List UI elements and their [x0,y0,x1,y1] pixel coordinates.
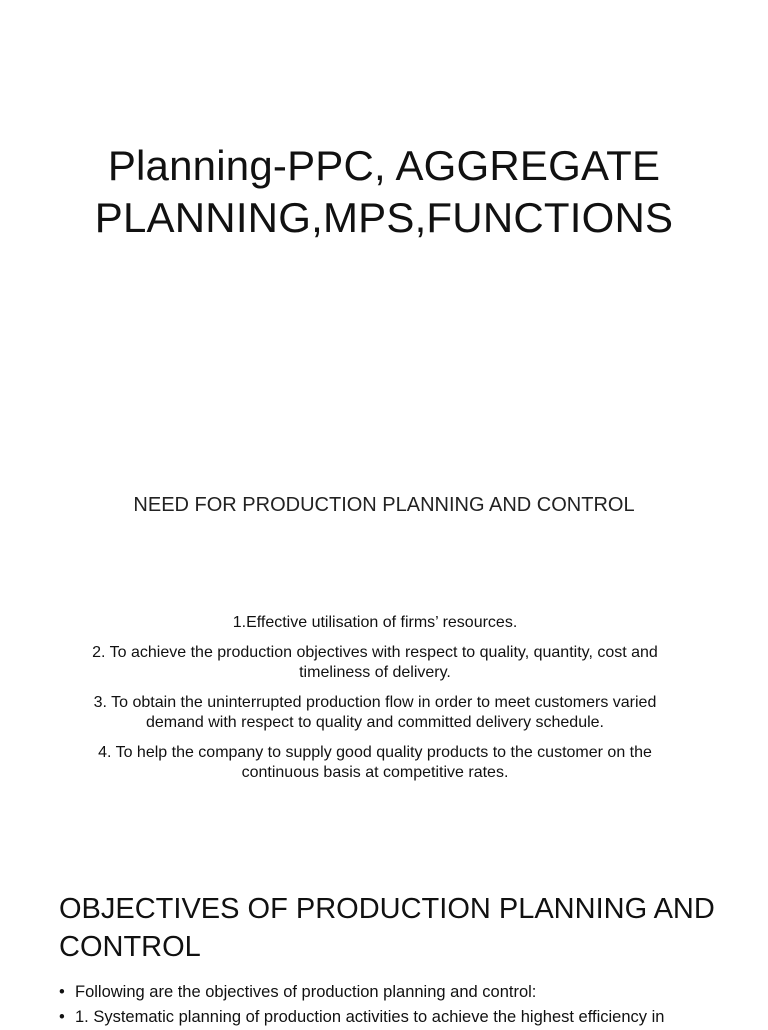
slide-objectives [0,840,768,1024]
need-point: 4. To help the company to supply good quality products to the customer on the continuous basis at competitive rates. [98,743,652,781]
need-points-list [90,613,660,793]
slide-title [0,0,768,420]
need-point: 3. To obtain the uninterrupted production flow in order to meet customers varied demand with respect to quality and committed delivery schedule. [93,693,657,731]
bullet-text: Following are the objectives of production planning and control: [75,983,537,1001]
slide-need-for-ppc [0,420,768,840]
bullet-item [59,1005,738,1030]
bullet-icon: • [59,1008,65,1026]
bullet-icon: • [59,983,65,1001]
slide-heading: NEED FOR PRODUCTION PLANNING AND CONTROL [133,494,635,516]
bullet-item [59,980,738,1005]
bullet-text: 1. Systematic planning of production activities to achieve the highest efficiency in [75,1008,665,1026]
objectives-bullets [59,980,738,1030]
need-point: 1.Effective utilisation of firms’ resources. [232,614,518,631]
objectives-heading: OBJECTIVES OF PRODUCTION PLANNING AND CONTROL [59,893,715,963]
need-point: 2. To achieve the production objectives with respect to quality, quantity, cost and timeliness of delivery. [92,643,658,681]
presentation-title: Planning-PPC, AGGREGATE PLANNING,MPS,FUNCTIONS [94,142,674,242]
